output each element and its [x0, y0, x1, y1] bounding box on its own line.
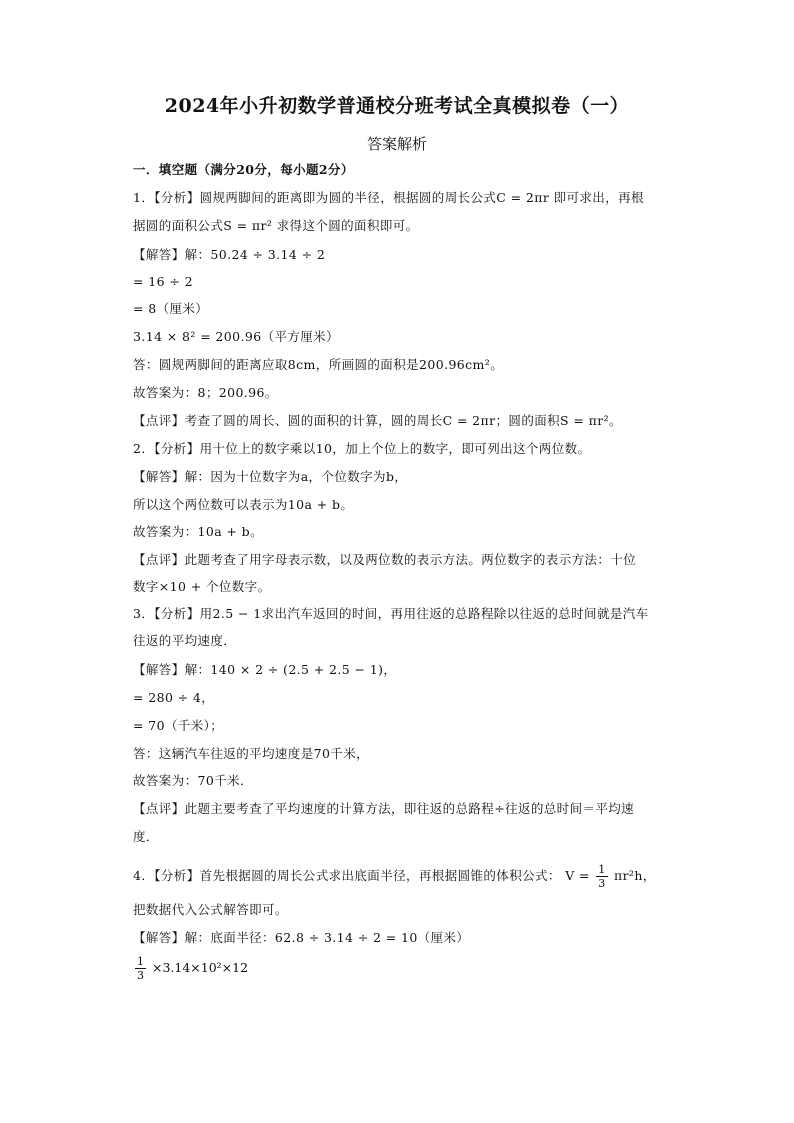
text-line: 答：圆规两脚间的距离应取8cm，所画圆的面积是200.96cm²。: [133, 357, 504, 372]
text-line: 3．【分析】用2.5 − 1求出汽车返回的时间，再用往返的总路程除以往返的总时间就是汽车: [133, 606, 649, 621]
fraction-numerator: 1: [137, 955, 144, 968]
fraction-denominator: 3: [137, 969, 144, 982]
text-line: 【点评】考查了圆的周长、圆的面积的计算，圆的周长C = 2πr；圆的面积S = πr²。: [133, 413, 622, 428]
text-line: 【解答】解：底面半径：62.8 ÷ 3.14 ÷ 2 = 10（厘米）: [133, 930, 470, 945]
volume-expression: [133, 955, 248, 982]
formula-rhs: πr²h，: [614, 868, 656, 883]
text-line-with-formula: [133, 863, 693, 890]
text-line: = 280 ÷ 4，: [133, 690, 215, 705]
text-line: = 70（千米）；: [133, 718, 224, 733]
fraction-denominator: 3: [598, 877, 606, 890]
text-line: 故答案为：70千米．: [133, 773, 253, 788]
text-line: 【点评】此题考查了用字母表示数，以及两位数的表示方法。两位数字的表示方法：十位: [133, 552, 637, 567]
text-line: 数字×10 + 个位数字。: [133, 579, 271, 594]
text-line: 【解答】解：50.24 ÷ 3.14 ÷ 2: [133, 247, 326, 262]
text-line: = 8（厘米）: [133, 301, 209, 316]
formula-lhs: V =: [565, 868, 590, 883]
text-line: 据圆的面积公式S = πr² 求得这个圆的面积即可。: [133, 218, 419, 233]
text-line: 把数据代入公式解答即可。: [133, 902, 288, 917]
fraction: [135, 955, 146, 982]
text-line: 所以这个两位数可以表示为10a + b。: [133, 497, 354, 512]
fraction-numerator: 1: [598, 863, 606, 876]
text-line: 【解答】解：因为十位数字为a，个位数字为b，: [133, 469, 408, 484]
text-line: 往返的平均速度．: [133, 633, 237, 648]
text-line: 【解答】解：140 × 2 ÷ (2.5 + 2.5 − 1)，: [133, 662, 397, 677]
text-segment: 4．【分析】首先根据圆的周长公式求出底面半径，再根据圆锥的体积公式：: [133, 868, 561, 883]
page-subtitle: 答案解析: [366, 135, 427, 153]
expression-rest: ×3.14×10²×12: [151, 960, 249, 975]
text-line: 故答案为：8；200.96。: [133, 385, 278, 400]
text-line: 故答案为：10a + b。: [133, 524, 263, 539]
text-line: 1．【分析】圆规两脚间的距离即为圆的半径，根据圆的周长公式C = 2πr 即可求出，再根: [133, 190, 644, 205]
text-line: = 16 ÷ 2: [133, 274, 193, 289]
fraction: [596, 863, 607, 890]
text-line: 2．【分析】用十位上的数字乘以10，加上个位上的数字，即可列出这个两位数。: [133, 441, 591, 456]
section-heading: 一．填空题（满分20分，每小题2分）: [133, 162, 354, 177]
text-line: 答：这辆汽车往返的平均速度是70千米，: [133, 746, 370, 761]
text-line: 【点评】此题主要考查了平均速度的计算方法，即往返的总路程÷往返的总时间＝平均速: [133, 801, 635, 816]
volume-formula: [565, 863, 656, 890]
text-line: 3.14 × 8² = 200.96（平方厘米）: [133, 329, 339, 344]
page-title: 2024年小升初数学普通校分班考试全真模拟卷（一）: [164, 95, 630, 117]
text-line: 度．: [133, 829, 159, 844]
